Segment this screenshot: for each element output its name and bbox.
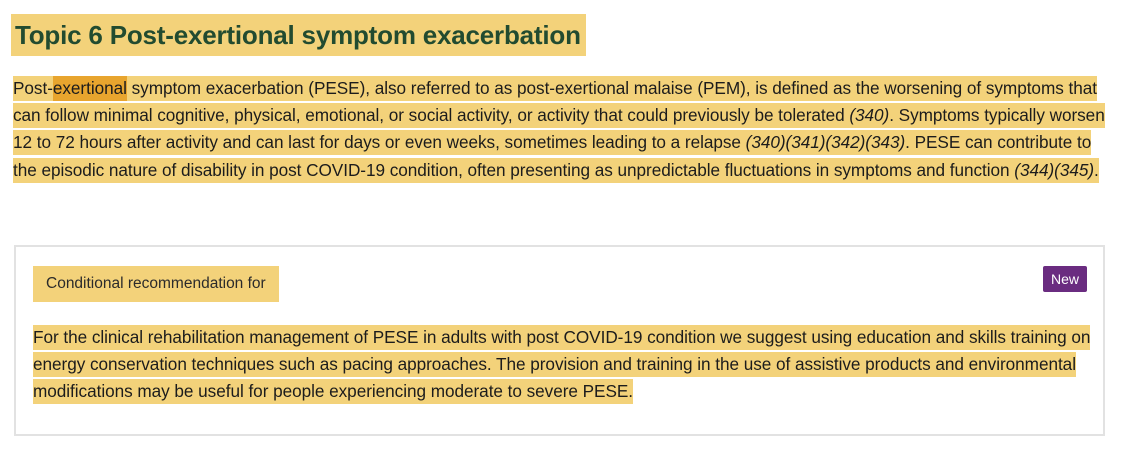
recommendation-text-block [33,324,1098,406]
new-badge: New [1043,266,1087,292]
intro-selected-word: exertional [53,76,127,101]
intro-highlight [13,76,1105,183]
intro-prefix: Post- [13,78,53,98]
recommendation-type-label: Conditional recommendation for [33,266,279,302]
citation-link[interactable]: (344)(345) [1014,159,1095,180]
intro-paragraph [13,75,1118,184]
citation-link[interactable]: (340) [849,105,890,126]
recommendation-card [14,245,1105,436]
intro-text-4: . [1094,159,1099,180]
intro-text-3: . PESE can contribute to the episodic nature of disability in post COVID-19 condition, often presenting as unpredictable fluctuations in symptoms and function [13,132,1092,180]
intro-text-1: symptom exacerbation (PESE), also referred to as post-exertional malaise (PEM), is defined as the worsening of symptoms that can follow minimal cognitive, physical, emotional, or social activity, or activity that could previously be tolerated [13,78,1097,126]
topic-title-highlight [11,14,586,56]
recommendation-text: For the clinical rehabilitation management of PESE in adults with post COVID-19 condition we suggest using education and skills training on energy conservation techniques such as pacing approaches. The provision and training in the use of assistive products and environmental modifications may be useful for people experiencing moderate to severe PESE. [33,325,1090,404]
intro-text-2: . Symptoms typically worsen 12 to 72 hours after activity and can last for days or even weeks, sometimes leading to a relapse [13,105,1105,153]
topic-title: Topic 6 Post-exertional symptom exacerbation [15,20,581,50]
citation-link[interactable]: (340)(341)(342)(343) [745,132,906,153]
